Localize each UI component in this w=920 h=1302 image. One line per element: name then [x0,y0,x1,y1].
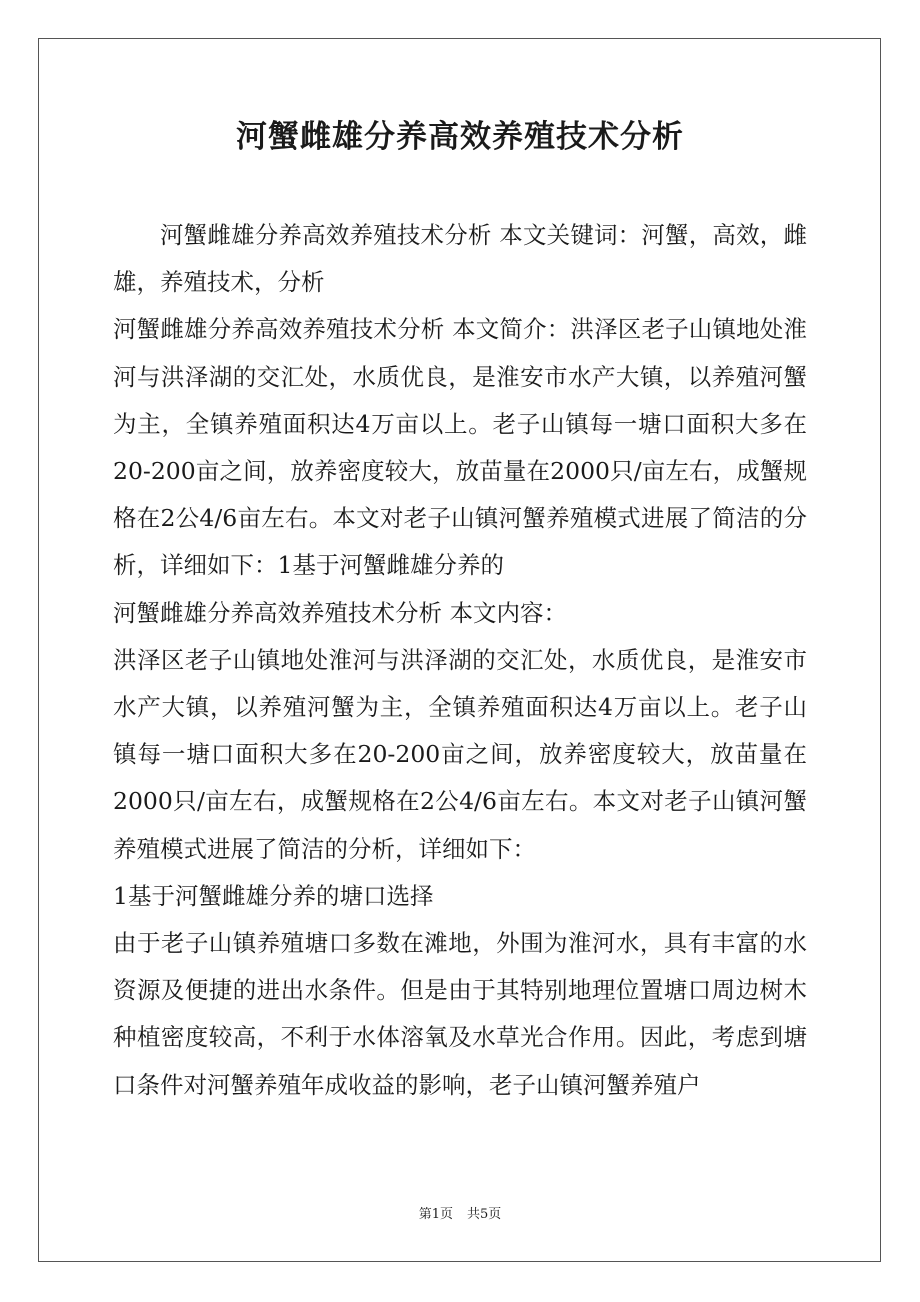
section-heading: 1基于河蟹雌雄分养的塘口选择 [113,881,434,910]
page-footer [0,1205,920,1225]
page-number: 第1页 [418,1207,453,1222]
document-body [113,212,807,1109]
paragraph-summary: 河蟹雌雄分养高效养殖技术分析 本文简介：洪泽区老子山镇地处淮河与洪泽湖的交汇处，水质优良，是淮安市水产大镇，以养殖河蟹为主，全镇养殖面积达4万亩以上。老子山镇每一塘口面积大多在20-200亩之间，放养密度较大，放苗量在2000只/亩左右，成蟹规格在2公4/6亩左右。本文对老子山镇河蟹养殖模式进展了简洁的分析，详细如下：1基于河蟹雌雄分养的 [113,315,807,580]
paragraph-content-heading: 河蟹雌雄分养高效养殖技术分析 本文内容： [113,598,567,627]
paragraph-keywords: 河蟹雌雄分养高效养殖技术分析 本文关键词：河蟹，高效，雌雄，养殖技术，分析 [113,221,807,297]
paragraph-pond-selection: 由于老子山镇养殖塘口多数在滩地，外围为淮河水，具有丰富的水资源及便捷的进出水条件。但是由于其特别地理位置塘口周边树木种植密度较高，不利于水体溶氧及水草光合作用。因此，考虑到塘口条件对河蟹养殖年成收益的影响，老子山镇河蟹养殖户 [113,929,807,1099]
paragraph-intro: 洪泽区老子山镇地处淮河与洪泽湖的交汇处，水质优良，是淮安市水产大镇，以养殖河蟹为主，全镇养殖面积达4万亩以上。老子山镇每一塘口面积大多在20-200亩之间，放养密度较大，放苗量在2000只/亩左右，成蟹规格在2公4/6亩左右。本文对老子山镇河蟹养殖模式进展了简洁的分析，详细如下： [113,645,807,863]
page-total: 共5页 [467,1207,502,1222]
document-title: 河蟹雌雄分养高效养殖技术分析 [236,119,684,155]
